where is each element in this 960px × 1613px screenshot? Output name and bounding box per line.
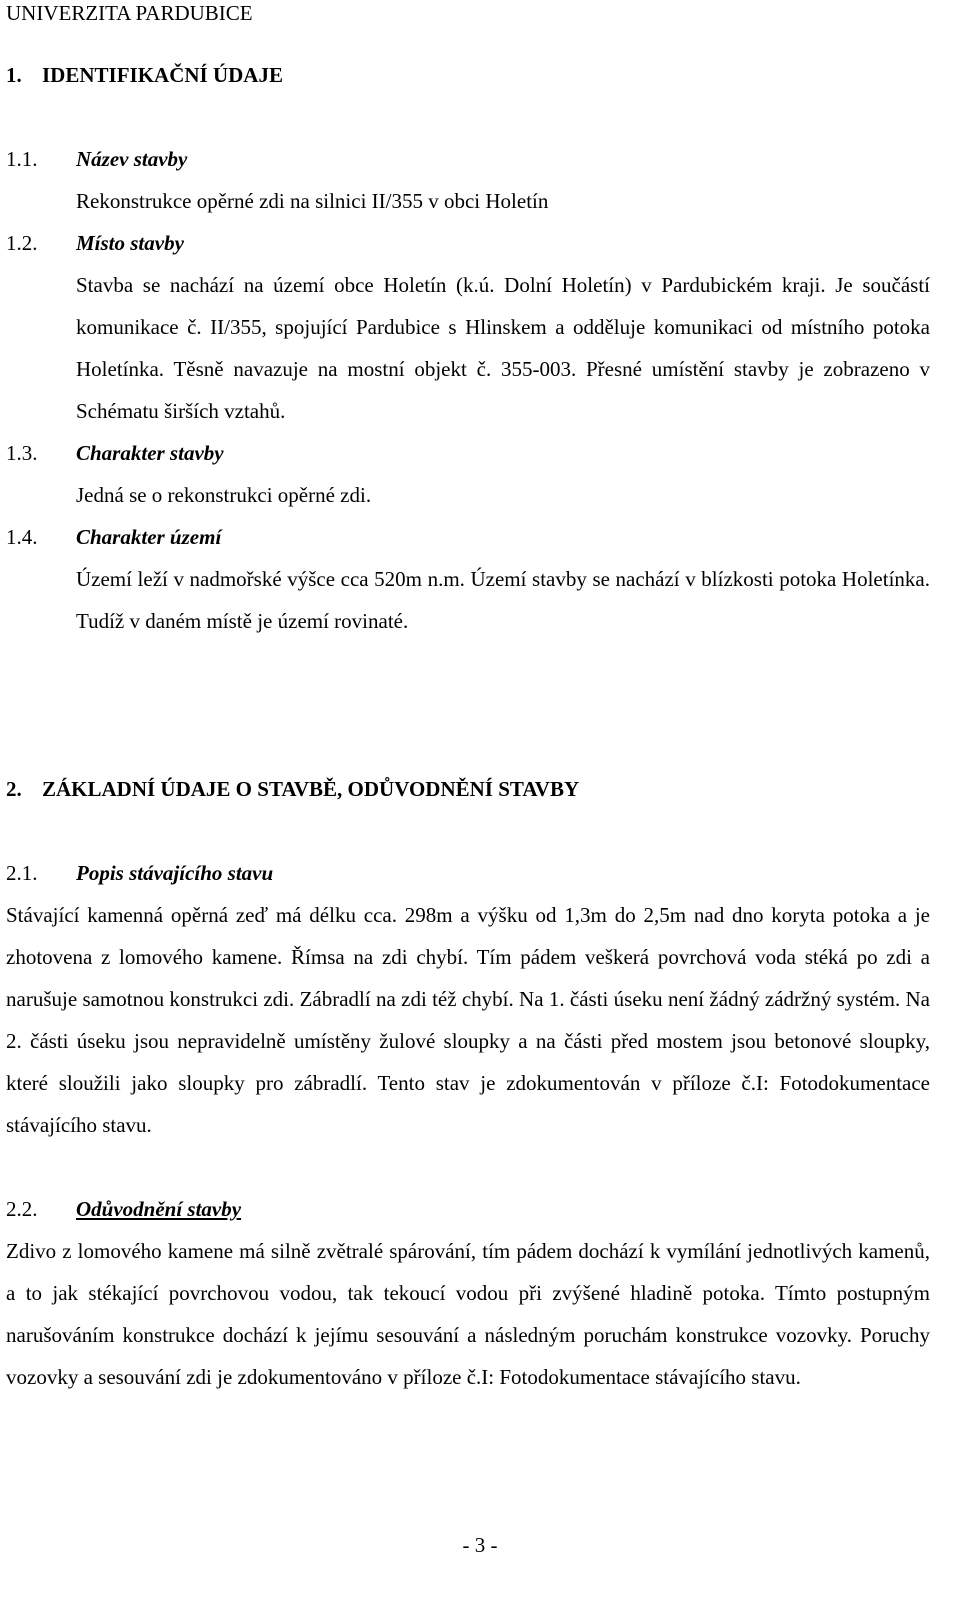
university-header: UNIVERZITA PARDUBICE <box>6 1 253 25</box>
subsection-1-2-text: Stavba se nachází na území obce Holetín (k.ú. Dolní Holetín) v Pardubickém kraji. Je součástí komunikace č. II/355, spojující Pardubice s Hlinskem a odděluje komunikaci od místního potoka Holetínka. Těsně navazuje na mostní objekt č. 355-003. Přesné umístění stavby je zobrazeno v Schématu širších vztahů. <box>76 273 930 423</box>
subsection-1-3-heading <box>6 432 930 474</box>
subsection-number: 1.2. <box>6 231 38 255</box>
section-title: IDENTIFIKAČNÍ ÚDAJE <box>42 63 283 87</box>
subsection-title: Název stavby <box>76 147 188 171</box>
section-2-heading <box>6 768 930 810</box>
subsection-2-1-text: Stávající kamenná opěrná zeď má délku cca. 298m a výšku od 1,3m do 2,5m nad dno koryta potoka a je zhotovena z lomového kamene. Římsa na zdi chybí. Tím pádem veškerá povrchová voda stéká po zdi a narušuje samotnou konstrukci zdi. Zábradlí na zdi též chybí. Na 1. části úseku není žádný zádržný systém. Na 2. části úseku jsou nepravidelně umístěny žulové sloupky a na části před mostem jsou betonové sloupky, které sloužili jako sloupky pro zábradlí. Tento stav je zdokumentován v příloze č.I: Fotodokumentace stávajícího stavu. <box>6 903 930 1137</box>
subsection-1-1-heading <box>6 138 930 180</box>
subsection-number: 1.3. <box>6 441 38 465</box>
subsection-1-1-text: Rekonstrukce opěrné zdi na silnici II/355 v obci Holetín <box>76 189 549 213</box>
subsection-title: Charakter stavby <box>76 441 224 465</box>
subsection-title: Popis stávajícího stavu <box>76 861 274 885</box>
section-number: 1. <box>6 63 22 87</box>
subsection-2-2-text: Zdivo z lomového kamene má silně zvětralé spárování, tím pádem dochází k vymílání jednotlivých kamenů, a to jak stékající povrchovou vodou, tak tekoucí vodou při zvýšené hladině potoka. Tímto postupným narušováním konstrukce dochází k jejímu sesouvání a následným poruchám konstrukce vozovky. Poruchy vozovky a sesouvání zdi je zdokumentováno v příloze č.I: Fotodokumentace stávajícího stavu. <box>6 1239 930 1389</box>
subsection-1-3-text: Jedná se o rekonstrukci opěrné zdi. <box>76 483 372 507</box>
subsection-1-4-text: Území leží v nadmořské výšce cca 520m n.m. Území stavby se nachází v blízkosti potoka Holetínka. Tudíž v daném místě je území rovinaté. <box>76 567 930 633</box>
subsection-number: 1.4. <box>6 525 38 549</box>
subsection-1-2-heading <box>6 222 930 264</box>
subsection-title: Místo stavby <box>76 231 184 255</box>
subsection-number: 2.1. <box>6 861 38 885</box>
subsection-title: Odůvodnění stavby <box>76 1197 242 1221</box>
subsection-number: 1.1. <box>6 147 38 171</box>
section-1-heading <box>6 54 930 96</box>
subsection-1-4-heading <box>6 516 930 558</box>
subsection-number: 2.2. <box>6 1197 38 1221</box>
subsection-2-2-heading <box>6 1188 930 1230</box>
subsection-title: Charakter území <box>76 525 222 549</box>
document-page <box>6 0 930 1398</box>
section-title: ZÁKLADNÍ ÚDAJE O STAVBĚ, ODŮVODNĚNÍ STAVBY <box>42 777 580 801</box>
section-number: 2. <box>6 777 22 801</box>
subsection-2-1-heading <box>6 852 930 894</box>
page-number: - 3 - <box>462 1533 498 1557</box>
